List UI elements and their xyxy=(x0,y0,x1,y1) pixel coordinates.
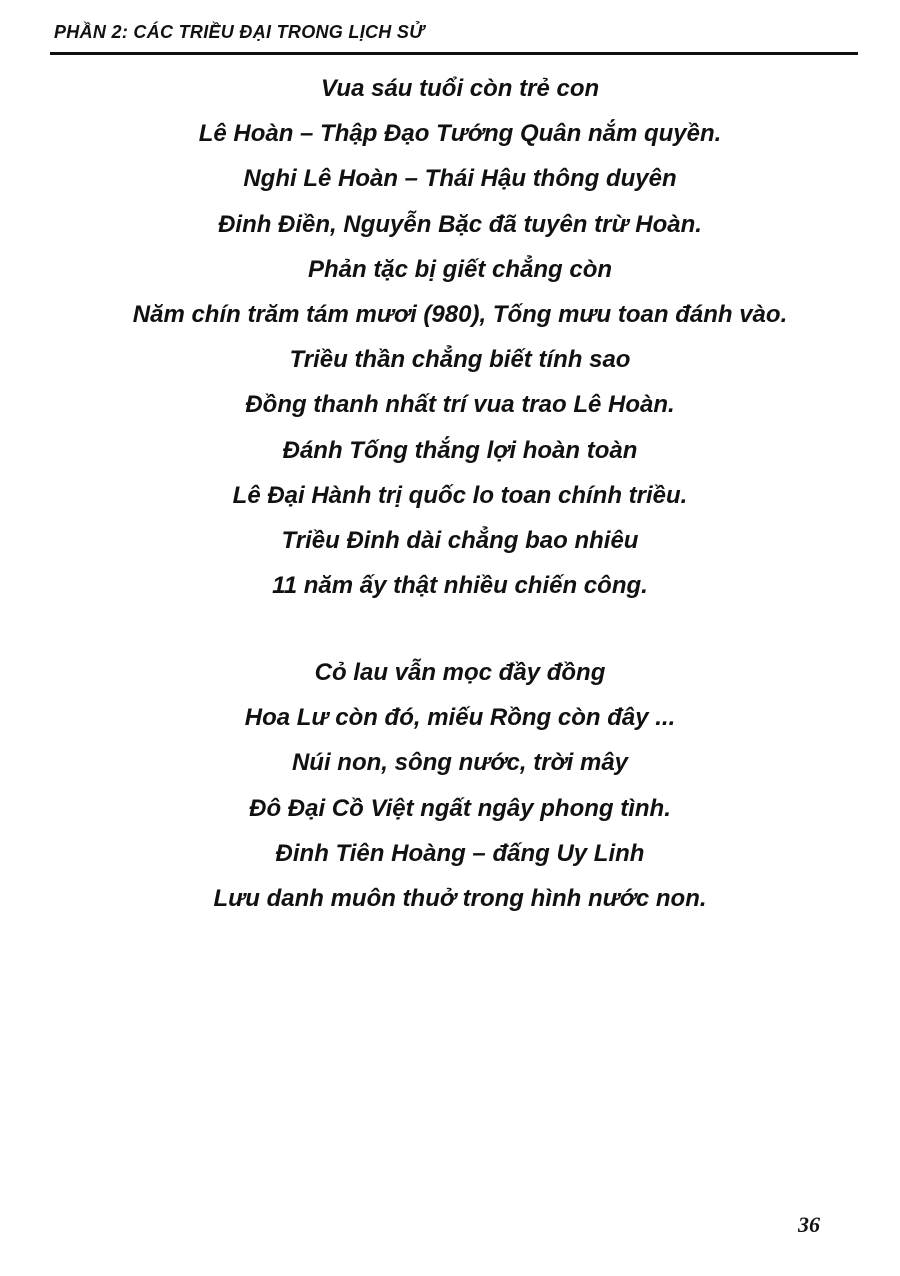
poem-line: Đánh Tống thắng lợi hoàn toàn xyxy=(282,436,638,464)
poem-line: Năm chín trăm tám mươi (980), Tống mưu toan đánh vào. xyxy=(132,300,788,328)
poem-line: Đồng thanh nhất trí vua trao Lê Hoàn. xyxy=(245,391,675,419)
poem-line: Lưu danh muôn thuở trong hình nước non. xyxy=(213,884,707,912)
poem-line: Núi non, sông nước, trời mây xyxy=(291,749,629,777)
poem-line: Phản tặc bị giết chẳng còn xyxy=(307,255,613,283)
poem-line: Cỏ lau vẫn mọc đầy đồng xyxy=(314,659,606,686)
poem-line: 11 năm ấy thật nhiều chiến công. xyxy=(272,572,648,600)
poem-line: Triều Đinh dài chẳng bao nhiêu xyxy=(281,526,639,554)
poem-line: Đinh Điền, Nguyễn Bặc đã tuyên trừ Hoàn. xyxy=(218,210,702,238)
poem-line: Đinh Tiên Hoàng – đấng Uy Linh xyxy=(275,839,645,867)
poem-stanza-2 xyxy=(60,654,860,925)
poem-line: Nghi Lê Hoàn – Thái Hậu thông duyên xyxy=(243,165,677,193)
poem-line: Đô Đại Cồ Việt ngất ngây phong tình. xyxy=(249,794,671,822)
poem-line: Hoa Lư còn đó, miếu Rồng còn đây ... xyxy=(244,704,676,732)
section-title: PHẦN 2: CÁC TRIỀU ĐẠI TRONG LỊCH SỬ xyxy=(54,22,425,42)
poem-line: Vua sáu tuổi còn trẻ con xyxy=(320,75,600,102)
poem-line: Lê Đại Hành trị quốc lo toan chính triều. xyxy=(232,481,688,509)
page-header xyxy=(50,18,858,55)
poem-stanza-1 xyxy=(60,70,860,612)
poem-line: Lê Hoàn – Thập Đạo Tướng Quân nắm quyền. xyxy=(198,120,722,148)
page-number: 36 xyxy=(798,1212,820,1237)
poem-line: Triều thần chẳng biết tính sao xyxy=(289,346,631,374)
